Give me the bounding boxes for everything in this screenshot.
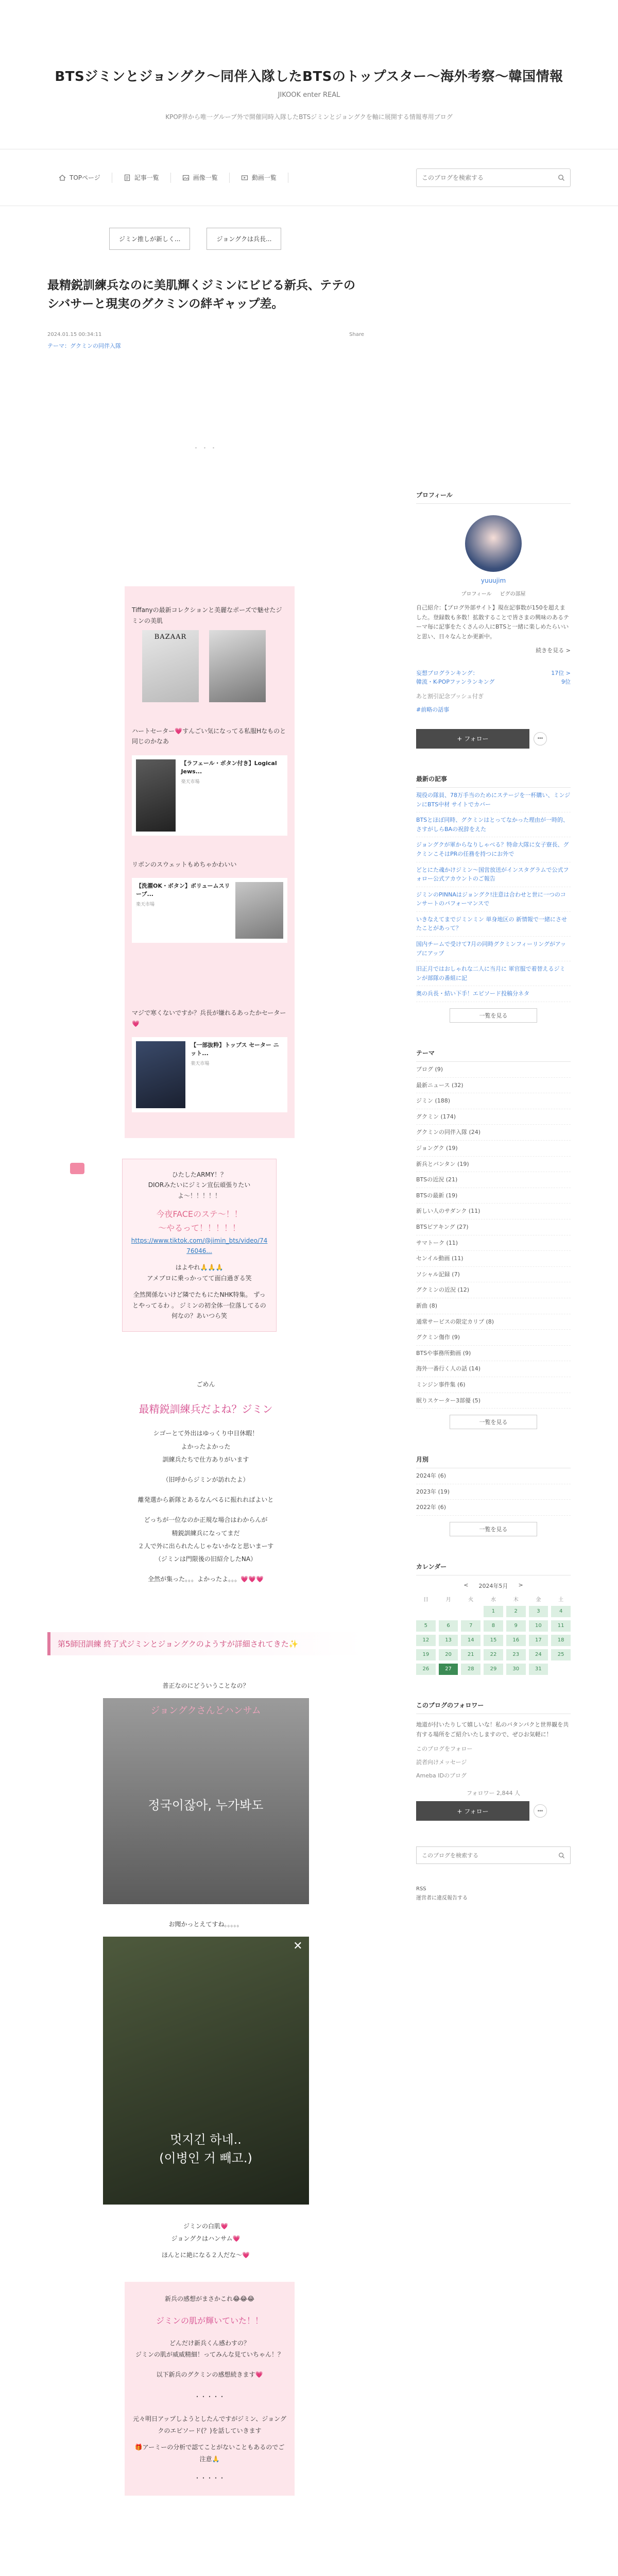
magazine-logo: BAZAAR [154,633,187,641]
calendar-day[interactable]: 7 [461,1620,480,1632]
header-search [416,168,571,187]
calendar-empty-cell [439,1606,458,1617]
list-item[interactable]: いきなえてまでジミンミン 単身地区の 新情報で一緒にさせたことがあって？ [416,912,571,937]
avatar[interactable] [465,515,522,572]
list-item[interactable]: どとにた魂かけジミン〜国営放送がインスタグラムで公式フォロー公式アカウントのご報告 [416,862,571,887]
ranking-row [416,669,571,687]
profile-section [416,490,571,749]
list-item[interactable]: 2024年 (6) [416,1468,571,1484]
related-links [109,228,364,250]
product-item[interactable] [132,1037,287,1112]
ranking-value: 17位 > [551,669,571,676]
list-item[interactable]: 2022年 (6) [416,1500,571,1516]
list-item[interactable]: ミンジン事件集 (6) [416,1377,571,1393]
text-line: ごめん [196,1381,215,1388]
post-line: DIORみたいにジミン宣伝頑張りたいよ〜！！！！！ [148,1181,251,1199]
text-line: 訓練兵たちで仕方ありがいます [162,1455,249,1463]
read-more-link[interactable]: 続きを見る > [536,647,571,654]
archive-list [416,1468,571,1516]
calendar-day[interactable]: 31 [529,1664,548,1675]
text-line: 元々明日アップしようとしたんですがジミン、ジョングクのエピソード(？)を話していきます [133,2415,286,2434]
calendar-weekday: 金 [536,1597,541,1603]
calendar-weekday: 月 [445,1597,451,1603]
text-line: ジミンの白肌💗 [183,2223,228,2230]
section-heading: 月別 [416,1455,571,1468]
blog-about [416,1701,571,1821]
section-heading: テーマ [416,1048,571,1062]
article-date: 2024.01.15 00:34:11 [47,332,102,338]
text-line: 精鋭訓練兵になってまだ [171,1529,240,1537]
embedded-photo[interactable] [103,1698,309,1904]
follow-button[interactable]: + フォロー [416,1801,529,1821]
heart-icons: 💗💗💗 [241,1575,264,1583]
nav-item-images[interactable] [171,173,230,183]
search-icon[interactable] [558,174,565,181]
nav-item-label: 画像一覧 [193,174,218,181]
calendar-day[interactable]: 19 [416,1649,436,1660]
sidebar-search [416,1846,571,1864]
calendar-day[interactable]: 28 [461,1664,480,1675]
text-line: 新兵の感想がまさかこれ😂😂😂 [164,2295,255,2303]
section-heading: このブログのフォロワー [416,1701,571,1714]
photo-caption: 普正なのにどういうことなの？ [162,1682,249,1690]
report-link[interactable]: 運営者に違反報告する [416,1895,468,1902]
product-photo[interactable] [136,1041,185,1108]
calendar-day[interactable]: 6 [439,1620,458,1632]
more-options-icon[interactable]: ••• [534,1804,547,1818]
list-item[interactable]: ブログ (9) [416,1062,571,1078]
calendar-day[interactable]: 1 [484,1606,503,1617]
calendar-day[interactable]: 2 [506,1606,526,1617]
video-icon [241,174,248,181]
themes [416,1048,571,1429]
ranking-link[interactable]: 妄想ブログランキング： [416,669,478,676]
text-line: よかったよかった [181,1443,231,1450]
calendar-weekday: 火 [468,1597,474,1603]
list-item[interactable]: 眠りスケーター3部優 (5) [416,1393,571,1409]
photo-overlay-text [103,2130,309,2167]
text-line: （ジミンは門限後の旧紹介したNA） [154,1555,257,1563]
photo-caption: お聞かっとえてすね。。。。。 [168,1921,243,1928]
list-item[interactable]: 国内チームで受けて7月の同時グクミンフィーリングがアップにアップ [416,937,571,961]
article-category[interactable]: テーマ：グクミンの同伴入隊 [47,343,121,350]
ameba-id-link[interactable]: #前略の話事 [416,706,450,713]
calendar-nav [416,1582,571,1590]
about-link[interactable]: このブログをフォロー [416,1745,473,1753]
close-icon[interactable]: ✕ [293,1940,303,1953]
sidebar [416,207,571,1903]
post-url-link[interactable]: https://www.tiktok.com/@jimin_bts/video/7476046... [131,1236,268,1255]
card-caption: リボンのスウェットもめちゃかわいい [132,860,237,868]
card-caption: マジで寒くないですか？兵長が嫌れるあったかセーター💗 [132,1009,286,1027]
card-section [132,851,287,958]
photo-block [47,1681,364,1904]
list-item[interactable]: グクミンの近況 (12) [416,1282,571,1298]
recent-posts [416,774,571,1023]
card-caption: Tiffanyの最新コレクションと美麗なポーズで魅せたジミンの美肌 [132,606,282,624]
calendar-weekday: 木 [513,1597,519,1603]
profile-name[interactable]: yuuujim [480,577,506,584]
text-line: （旧呼からジミンが訪れたよ） [162,1476,249,1484]
product-shop: 楽天市場 [191,1061,210,1066]
nav-item-top[interactable] [47,173,112,183]
magazine-photo[interactable] [142,630,199,702]
photo-overlay-text: ジョングクさんどハンサム [150,1705,261,1717]
list-item[interactable]: ジョングクが軍からなりしゃべる？特命大隊に女子寮長、グクミンこそはPRの任務を持つにお外で [416,837,571,862]
follow-button[interactable]: + フォロー [416,729,529,749]
post-highlight: 今夜FACEのステ〜！！ [156,1209,243,1219]
calendar-day[interactable]: 14 [461,1635,480,1646]
text-line: ２人で外に出られたんじゃないかなと思いまーす [138,1542,274,1550]
calendar-day[interactable]: 11 [551,1620,571,1632]
image-pair [142,630,287,702]
follower-count: フォロワー 2,844 人 [467,1790,520,1797]
rss-link[interactable]: RSS [416,1886,426,1892]
embedded-post [47,1159,364,1332]
calendar-day[interactable]: 15 [484,1635,503,1646]
calendar-day[interactable]: 8 [484,1620,503,1632]
nav-item-articles[interactable] [112,173,171,183]
calendar-empty-cell [461,1606,480,1617]
footer-links [416,1885,571,1903]
camera-icon [70,1163,84,1174]
post-highlight: 〜やるって！！！！！ [158,1223,241,1233]
pig-room-link[interactable]: ピグの部屋 [500,591,526,597]
text-line: ジョングクはハンサム💗 [171,2235,241,2243]
muted-text: あと割引記念プッシュ付ぎ [416,692,484,700]
highlight-heading: 最精鋭訓練兵だよね？ジミン [139,1403,273,1416]
nav-item-label: 記事一覧 [134,174,159,181]
list-item[interactable]: グクミン (174) [416,1109,571,1125]
nav-item-label: 動画一覧 [251,174,277,181]
site-header [0,0,618,149]
text-line-content: 全然が集った。。。よかったよ。。。 [148,1575,241,1583]
image-icon [182,174,190,181]
product-item[interactable] [132,878,287,943]
section-heading: プロフィール [416,490,571,504]
list-item[interactable]: グクミン傷作 (9) [416,1330,571,1346]
product-card [125,586,295,1138]
list-item[interactable]: サマトーク (11) [416,1235,571,1251]
calendar-day[interactable]: 10 [529,1620,548,1632]
post-line: はよやれ🙏🙏🙏 [175,1264,224,1272]
post-line: 全然関係ないけど隣でたもにたNHK特集。 ずっとやってるわ 。 ジミンの初全体一位落してるの何なの？あいつら笑 [132,1291,266,1319]
product-title[interactable]: 【洗濯OK・ボタン】ボリュームスリーブ... [136,883,230,898]
calendar-grid [416,1595,571,1675]
list-item[interactable]: 旧正月ではおしゃれな二人に当月に 軍官服で着替えるジミンが部隊の番組に記 [416,961,571,986]
highlight-line: ジミンの肌が輝いていた！！ [156,2316,263,2326]
list-item[interactable]: 海外一番行く人の話 (14) [416,1361,571,1377]
calendar-day[interactable]: 26 [416,1664,436,1675]
profile-link[interactable]: プロフィール [461,591,492,597]
list-item[interactable]: 新しい人のサダンク (11) [416,1204,571,1219]
list-item[interactable]: BTSの最新 (19) [416,1188,571,1204]
site-title[interactable]: BTSジミンとジョングク〜同伴入隊したBTSのトップスター〜海外考察〜韓国情報 [55,69,563,84]
list-item[interactable]: ソシャル記録 (7) [416,1267,571,1283]
article-title[interactable]: 最精鋭訓練兵なのに美肌輝くジミンにビビる新兵、テテのシバサーと現実のグクミンの絆ギャップ差。 [47,279,355,311]
list-item[interactable]: 最新ニュース (32) [416,1078,571,1094]
calendar-day[interactable]: 5 [416,1620,436,1632]
calendar-weekday: 土 [558,1597,564,1603]
search-icon[interactable] [558,1852,565,1859]
calendar-day[interactable]: 13 [439,1635,458,1646]
pink-text-card [125,2282,295,2495]
calendar-day[interactable]: 9 [506,1620,526,1632]
text-block [47,2220,364,2261]
calendar-day[interactable]: 3 [529,1606,548,1617]
list-item[interactable]: 新曲 (8) [416,1298,571,1314]
calendar-day[interactable]: 12 [416,1635,436,1646]
about-link[interactable]: 読者向けメッセージ [416,1759,467,1766]
calendar-day[interactable]: 23 [506,1649,526,1660]
product-title[interactable]: 【ラフェール・ボタン付き】Logical Jews... [181,759,277,775]
home-icon [59,174,66,181]
calendar-weekday: 日 [423,1597,428,1603]
list-item[interactable]: 現役の隊員、78万手当のためにステージを一杯購い、ミンジンにBTS中材 サイトでカバー [416,788,571,812]
calendar [416,1562,571,1675]
calendar-empty-cell [551,1664,571,1675]
list-item[interactable]: BTSとほぼ同時、グクミンはとってなかった理由が一時的、さすがしらBAの祝辞をえた [416,812,571,837]
calendar-day[interactable]: 21 [461,1649,480,1660]
ad-placeholder: ・・・ [192,445,219,453]
main-content [47,207,364,2496]
product-shop: 楽天市場 [181,779,200,785]
archive [416,1455,571,1536]
calendar-weekday: 水 [490,1597,496,1603]
card-section [132,718,287,851]
text-line: どっちが一位なのか正規な場合はわからんが [144,1516,268,1524]
calendar-day[interactable]: 18 [551,1635,571,1646]
related-link-prev[interactable]: ジミン推しが新しく... [109,228,190,250]
view-all-button[interactable]: 一覧を見る [450,1415,537,1429]
calendar-empty-cell [416,1606,436,1617]
photo-overlay-text: 정국이잖아, 누가봐도 [148,1798,264,1813]
calendar-day[interactable]: 17 [529,1635,548,1646]
text-line: ほんとに絶になる２人だな〜💗 [162,2251,250,2259]
view-all-button[interactable]: 一覧を見る [450,1522,537,1536]
themes-list [416,1062,571,1409]
global-nav [0,149,618,206]
list-item[interactable]: ジョングク (19) [416,1141,571,1157]
product-shop: 楽天市場 [136,902,155,908]
section-heading: 第5師団訓練 終了式ジミンとジョングクのようすが詳細されてきた✨ [47,1632,364,1655]
sidebar-search-input[interactable] [422,1852,558,1859]
related-link-next[interactable]: ジョングクは兵長... [207,228,281,250]
product-title[interactable]: 【一部抜粋】トップス セーター ニット... [191,1042,279,1057]
list-item[interactable]: 通常サービスの限定カリプ (8) [416,1314,571,1330]
post-line: アメブロに乗っかってて面白過ぎる笑 [147,1274,252,1282]
overlay-line: 멋지긴 하네.. [170,2132,242,2147]
text-line [47,1573,364,1586]
text-line: 🎁アーミーの分析で認てことがないこともあるのでご注意🙏 [134,2444,285,2463]
nav-item-videos[interactable] [230,173,288,183]
text-line: 以下新兵のグクミンの感想続きます💗 [156,2371,263,2379]
list-item[interactable]: 奥の兵長・結い下手！エピソード投稿分ネタ [416,986,571,1002]
card-section [132,597,287,718]
section-heading: 最新の記事 [416,774,571,788]
calendar-day[interactable]: 20 [439,1649,458,1660]
embedded-post-box [122,1159,277,1332]
view-all-button[interactable]: 一覧を見る [450,1008,537,1023]
list-item[interactable]: BTSの近況 (21) [416,1172,571,1188]
follow-row [416,729,571,749]
ranking-link[interactable]: 韓流・K-POPファンランキング [416,679,495,686]
profile-links [416,589,571,597]
calendar-day[interactable]: 4 [551,1606,571,1617]
list-item[interactable]: ジミンのPINNAはジョングク!注意は合わせと世に一つのコンサートのパフォーマンスで [416,887,571,912]
site-description: KPOP界から唯一グループ外で開催同時入隊したBTSジミンとジョングクを軸に展開する情報専用ブログ [165,113,453,121]
text-line: 離発選から新隊とあるなんべるに振れればよいと [138,1496,274,1504]
list-item[interactable]: センイル動画 (11) [416,1251,571,1267]
more-options-icon[interactable]: ••• [534,732,547,745]
calendar-day[interactable]: 22 [484,1649,503,1660]
article-meta [47,332,364,337]
list-item[interactable]: BTSや事務所動画 (9) [416,1346,571,1362]
text-line: シゴーとて外出はゆっくり中日休暇！ [153,1430,259,1437]
text-line: ジミンの肌が威威精細！ってみんな見ていちゃん！？ [135,2351,284,2359]
recent-posts-list [416,788,571,1002]
list-item[interactable]: 新兵とバンタン (19) [416,1157,571,1173]
calendar-day[interactable]: 24 [529,1649,548,1660]
share-button[interactable]: Share [349,332,364,338]
calendar-day[interactable]: 25 [551,1649,571,1660]
photo[interactable] [209,630,266,702]
embedded-photo[interactable] [103,1937,309,2205]
header-search-input[interactable] [422,174,558,181]
list-item[interactable]: ジミン (188) [416,1093,571,1109]
text-block [47,1378,364,1586]
product-photo[interactable] [136,759,176,832]
post-line: ひたしたARMY！？ [171,1171,227,1179]
product-item[interactable] [132,755,287,836]
site-subtitle: JIKOOK enter REAL [278,91,340,99]
document-icon [124,174,131,181]
ranking-value: 9位 [561,679,571,686]
about-link[interactable]: Ameba IDのブログ [416,1772,467,1780]
profile-text: 自己紹介：【ブログ外部サイト】現在記事数が150を超えました。登録数も多数！拡散することで皆さまの興味のあるテーマ毎に記事をたくさんの人にBTSと一緒に楽しめたらいいと思い、日々なんとか更新中。 [416,604,569,640]
section-heading: カレンダー [416,1562,571,1575]
follow-row [416,1801,571,1821]
calendar-day[interactable]: 27 [439,1664,458,1675]
calendar-month: 2024年5月 [478,1582,508,1589]
card-caption: ハートセーター💗すんごい気になってる私服Hなものと同じのかなあ [132,727,286,745]
dots: ・・・・・ [194,2393,225,2400]
card-section [132,999,287,1128]
calendar-day[interactable]: 30 [506,1664,526,1675]
dots: ・・・・・ [194,2474,225,2482]
list-item[interactable]: グクミンの同伴入隊 (24) [416,1125,571,1141]
next-month-button[interactable]: > [518,1581,523,1588]
list-item[interactable]: 2023年 (19) [416,1484,571,1500]
text-line: どんだけ新兵くん感わすの？ [169,2339,250,2347]
nav-item-label: TOPページ [70,174,100,181]
overlay-line: (이병인 거 빼고.) [159,2151,252,2166]
product-photo[interactable] [235,882,283,939]
about-text: 地道が付いたりして嬉しいな！私のバタンパクと世界観を共有する場所をご紹介いたしますので、ぜひお気軽に！ [416,1721,569,1738]
calendar-day[interactable]: 16 [506,1635,526,1646]
prev-month-button[interactable]: < [464,1581,469,1588]
calendar-day[interactable]: 29 [484,1664,503,1675]
photo-block [47,1920,364,2205]
list-item[interactable]: BTSビアキング (27) [416,1219,571,1235]
